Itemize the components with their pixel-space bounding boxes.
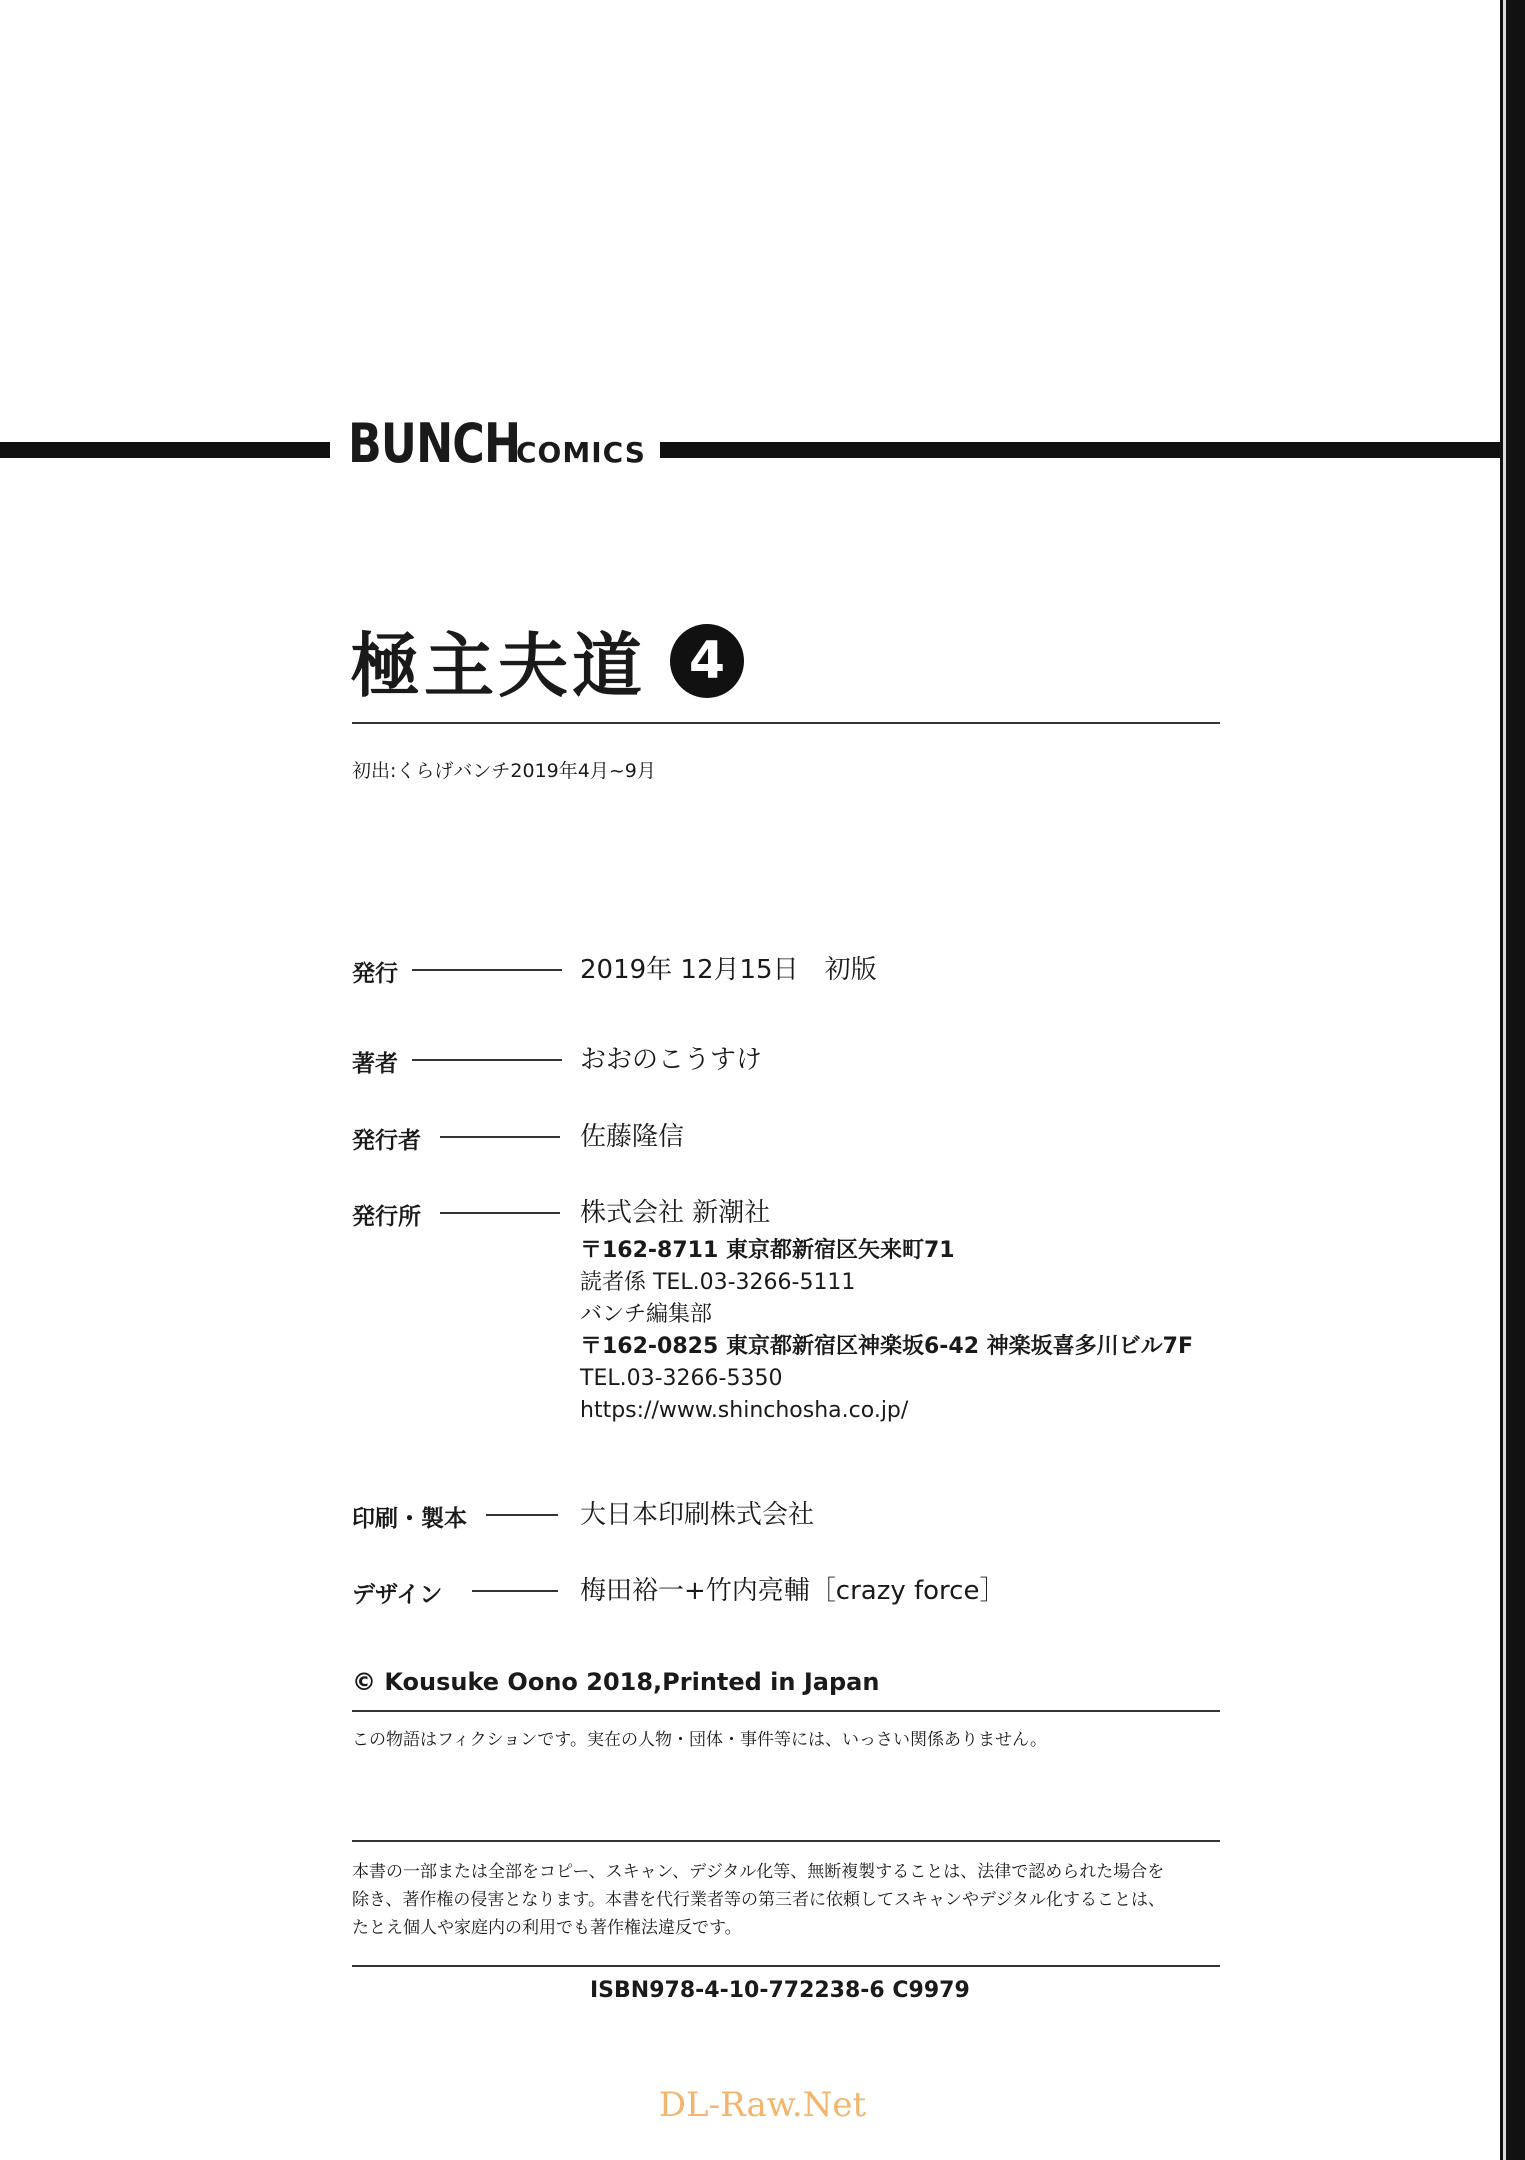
imprint-row-printing bbox=[352, 1500, 815, 1533]
copy-notice-line: 除き、著作権の侵害となります。本書を代行業者等の第三者に依頼してスキャンやデジタル化することは、 bbox=[352, 1890, 1165, 1910]
notice-rule-top bbox=[352, 1840, 1220, 1842]
brand-sub: COMICS bbox=[516, 436, 646, 469]
address-line: バンチ編集部 bbox=[580, 1302, 713, 1327]
imprint-label: 発行所 bbox=[352, 1204, 421, 1230]
copyright: © Kousuke Oono 2018,Printed in Japan bbox=[352, 1668, 880, 1696]
imprint-value: 大日本印刷株式会社 bbox=[580, 1500, 815, 1530]
imprint-row-design bbox=[352, 1576, 1006, 1609]
address-line: 〒162-0825 東京都新宿区神楽坂6-42 神楽坂喜多川ビル7F bbox=[580, 1334, 1193, 1359]
volume-badge: 4 bbox=[670, 624, 744, 698]
title-rule bbox=[352, 722, 1220, 724]
imprint-label: 発行 bbox=[352, 961, 398, 987]
leader-line bbox=[440, 1212, 560, 1214]
publisher-url: https://www.shinchosha.co.jp/ bbox=[580, 1398, 909, 1423]
imprint-label: 著者 bbox=[352, 1051, 398, 1077]
leader-line bbox=[412, 1059, 562, 1061]
isbn: ISBN978-4-10-772238-6 C9979 bbox=[590, 1978, 970, 2003]
copyright-rule bbox=[352, 1710, 1220, 1712]
publisher-address bbox=[580, 1235, 1193, 1427]
imprint-label: 印刷・製本 bbox=[352, 1506, 467, 1532]
book-title: 極主夫道 bbox=[350, 624, 646, 707]
brand-bar-right bbox=[660, 442, 1500, 458]
address-line: 〒162-8711 東京都新宿区矢来町71 bbox=[580, 1238, 955, 1263]
imprint-row-publisher bbox=[352, 1122, 685, 1155]
imprint-row-publish-date bbox=[352, 955, 877, 988]
leader-line bbox=[440, 1136, 560, 1138]
notice-rule-bottom bbox=[352, 1965, 1220, 1967]
imprint-value: おおのこうすけ bbox=[580, 1045, 763, 1075]
brand-logo bbox=[348, 412, 646, 475]
address-line: TEL.03-3266-5350 bbox=[580, 1366, 783, 1391]
copy-notice bbox=[352, 1858, 1165, 1942]
imprint-label: 発行者 bbox=[352, 1128, 421, 1154]
brand-main: BUNCH bbox=[348, 412, 521, 475]
page-edge-highlight bbox=[1503, 0, 1506, 2160]
copy-notice-line: たとえ個人や家庭内の利用でも著作権法違反です。 bbox=[352, 1918, 742, 1938]
brand-bar-left bbox=[0, 442, 330, 458]
imprint-value: 株式会社 新潮社 bbox=[580, 1198, 771, 1228]
watermark: DL-Raw.Net bbox=[658, 2085, 867, 2125]
first-publication: 初出:くらげバンチ2019年4月~9月 bbox=[352, 760, 656, 782]
imprint-value: 梅田裕一+竹内亮輔［crazy force］ bbox=[580, 1576, 1006, 1606]
leader-line bbox=[486, 1514, 558, 1516]
leader-line bbox=[472, 1590, 558, 1592]
fiction-notice: この物語はフィクションです。実在の人物・団体・事件等には、いっさい関係ありません。 bbox=[352, 1730, 1047, 1750]
title-row bbox=[350, 610, 744, 711]
leader-line bbox=[412, 969, 562, 971]
imprint-row-author bbox=[352, 1045, 763, 1078]
imprint-row-publishing-house bbox=[352, 1198, 771, 1231]
copy-notice-line: 本書の一部または全部をコピー、スキャン、デジタル化等、無断複製することは、法律で認められた場合を bbox=[352, 1862, 1165, 1882]
imprint-value: 2019年 12月15日 初版 bbox=[580, 955, 877, 985]
address-line: 読者係 TEL.03-3266-5111 bbox=[580, 1270, 856, 1295]
imprint-value: 佐藤隆信 bbox=[580, 1122, 685, 1152]
imprint-label: デザイン bbox=[352, 1582, 443, 1608]
